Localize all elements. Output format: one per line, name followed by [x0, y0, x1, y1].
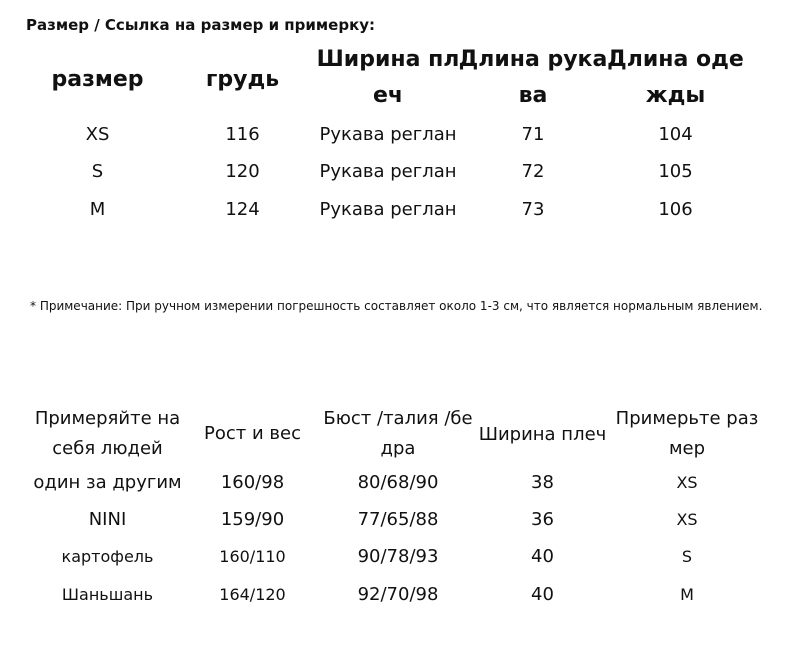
fitting-table-cell: 77/65/88: [357, 509, 439, 530]
measurement-note: * Примечание: При ручном измерении погрешность составляет около 1-3 см, что является нормальным явлением.: [30, 299, 763, 313]
fitting-table-cell: 80/68/90: [357, 472, 439, 493]
fitting-table-cell: 164/120: [219, 585, 286, 604]
size-table-cell: 124: [225, 199, 260, 220]
size-table-header-garment-length: Длина оде жды: [607, 47, 744, 108]
fitting-table-cell: 40: [531, 546, 554, 567]
size-table-header-shoulder-width: Ширина пл еч: [316, 47, 460, 108]
fitting-table-cell: 92/70/98: [357, 584, 439, 605]
fitting-table-cell: Шаньшань: [61, 585, 154, 604]
size-table-cell: 116: [225, 124, 260, 145]
size-table-header-sleeve-length: Длина рука ва: [458, 47, 608, 108]
size-table-cell: XS: [85, 124, 110, 145]
size-table-header-chest: грудь: [205, 67, 280, 92]
fitting-table-cell: 40: [531, 584, 554, 605]
size-table-cell: 104: [658, 124, 693, 145]
fitting-table-header-person: Примеряйте на себя людей: [34, 408, 181, 459]
page-title: Размер / Ссылка на размер и примерку:: [26, 16, 376, 34]
size-table-cell: 120: [225, 161, 260, 182]
fitting-table-cell: S: [681, 547, 693, 566]
size-table-cell: Рукава реглан: [319, 199, 457, 220]
fitting-table-cell: 90/78/93: [357, 546, 439, 567]
size-table-cell: 105: [658, 161, 693, 182]
size-table-cell: 73: [521, 199, 545, 220]
fitting-table-header-height-weight: Рост и вес: [204, 423, 301, 444]
fitting-table-header-measurements: Бюст /талия /бе дра: [323, 408, 473, 459]
fitting-table-cell: один за другим: [33, 472, 182, 493]
fitting-table-header-tried-size: Примерьте раз мер: [615, 408, 759, 459]
size-table-cell: Рукава реглан: [319, 161, 457, 182]
size-table-cell: 71: [521, 124, 545, 145]
fitting-table-cell: XS: [676, 473, 698, 492]
fitting-table-cell: NINI: [88, 509, 127, 530]
size-table-cell: 106: [658, 199, 693, 220]
fitting-table-cell: M: [680, 585, 694, 604]
size-table-cell: 72: [521, 161, 545, 182]
fitting-table-cell: картофель: [61, 547, 154, 566]
size-table-cell: M: [89, 199, 106, 220]
size-table-cell: S: [91, 161, 104, 182]
fitting-table-cell: 38: [531, 472, 554, 493]
fitting-table-cell: 159/90: [220, 509, 285, 530]
fitting-table-header-shoulder-width: Ширина плеч: [478, 424, 607, 445]
fitting-table-cell: 36: [531, 509, 554, 530]
fitting-table-cell: 160/110: [219, 547, 286, 566]
size-table-cell: Рукава реглан: [319, 124, 457, 145]
size-table-header-size: размер: [51, 67, 144, 92]
fitting-table-cell: XS: [676, 510, 698, 529]
fitting-table-cell: 160/98: [220, 472, 285, 493]
